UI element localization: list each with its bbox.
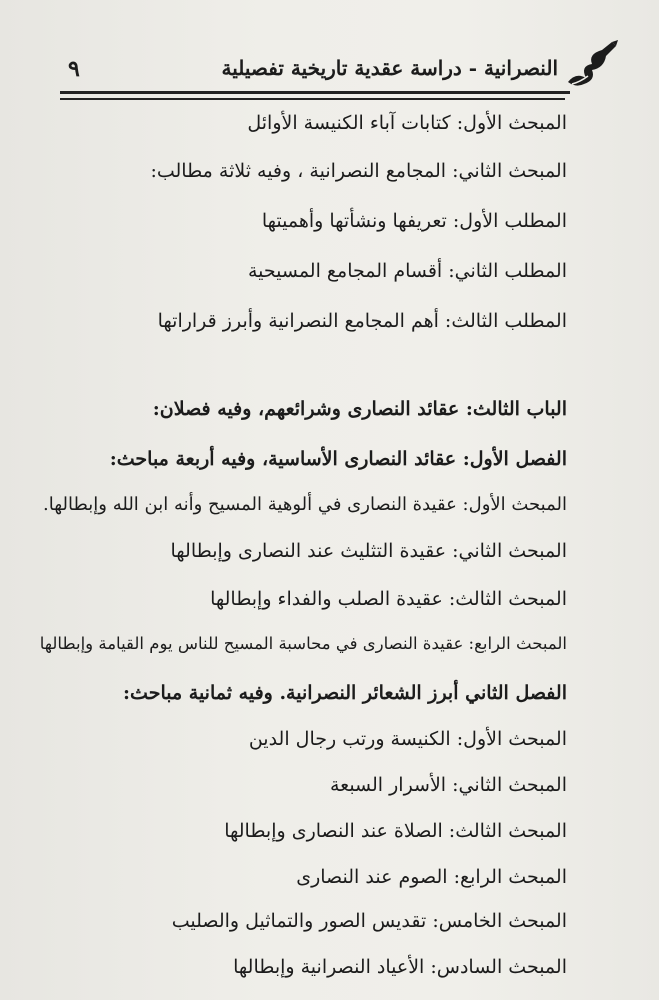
toc-line: المبحث الخامس: تقديس الصور والتماثيل والصليب: [171, 910, 567, 932]
toc-heading-chapter: الفصل الأول: عقائد النصارى الأساسية، وفيه أربعة مباحث:: [109, 448, 567, 470]
toc-line: المبحث الثاني: الأسرار السبعة: [329, 774, 567, 796]
toc-heading-part: الباب الثالث: عقائد النصارى وشرائعهم، وفيه فصلان:: [152, 398, 567, 420]
toc-line: المبحث الثاني: عقيدة التثليث عند النصارى وإبطالها: [170, 540, 567, 562]
running-title: النصرانية - دراسة عقدية تاريخية تفصيلية: [221, 56, 558, 80]
toc-line: المبحث الرابع: عقيدة النصارى في محاسبة المسيح للناس يوم القيامة وإبطالها: [39, 634, 567, 653]
toc-line: المبحث الأول: الكنيسة ورتب رجال الدين: [248, 728, 567, 750]
toc-line: المطلب الثاني: أقسام المجامع المسيحية: [247, 260, 567, 282]
toc-line: المبحث الأول: كتابات آباء الكنيسة الأوائل: [247, 112, 567, 134]
toc-line: المبحث الثالث: عقيدة الصلب والفداء وإبطالها: [210, 588, 567, 610]
toc-line: المبحث الأول: عقيدة النصارى في ألوهية المسيح وأنه ابن الله وإبطالها.: [43, 494, 567, 515]
toc-heading-chapter: الفصل الثاني أبرز الشعائر النصرانية. وفيه ثمانية مباحث:: [123, 682, 567, 704]
toc-line: المطلب الأول: تعريفها ونشأتها وأهميتها: [261, 210, 567, 232]
toc-line: المبحث الثالث: الصلاة عند النصارى وإبطالها: [224, 820, 567, 842]
toc-line: المبحث السادس: الأعياد النصرانية وإبطالها: [233, 956, 567, 978]
toc-line: المبحث الثاني: المجامع النصرانية ، وفيه ثلاثة مطالب:: [150, 160, 567, 182]
toc-line: المبحث الرابع: الصوم عند النصارى: [296, 866, 567, 888]
toc-line: المطلب الثالث: أهم المجامع النصرانية وأبرز قراراتها: [157, 310, 567, 332]
page-number: ٩: [68, 56, 80, 82]
